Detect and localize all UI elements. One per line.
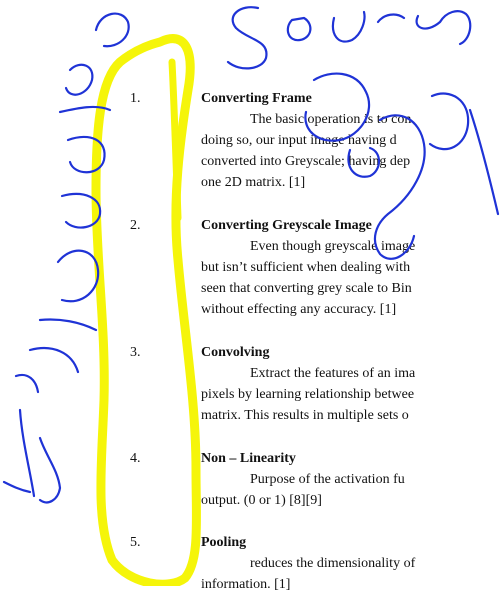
item-2-line-4: without effecting any accuracy. [1]	[201, 302, 397, 317]
item-3-line-1: Extract the features of an ima	[250, 366, 416, 381]
item-1-line-2: doing so, our input image having d	[201, 133, 397, 148]
list-number-3: 3.	[130, 345, 141, 360]
item-3-line-2: pixels by learning relationship betwee	[201, 387, 415, 402]
item-title-converting-greyscale: Converting Greyscale Image	[201, 218, 372, 233]
item-2-line-3: seen that converting grey scale to Bin	[201, 281, 412, 296]
item-5-line-1: reduces the dimensionality of	[250, 556, 416, 571]
item-4-line-1: Purpose of the activation fu	[250, 472, 405, 487]
item-title-pooling: Pooling	[201, 535, 247, 550]
item-3-line-3: matrix. This results in multiple sets o	[201, 408, 409, 423]
list-number-1: 1.	[130, 91, 141, 106]
list-number-4: 4.	[130, 451, 141, 466]
item-1-line-1: The basic operation is to con	[250, 112, 412, 127]
item-2-line-2: but isn’t sufficient when dealing with	[201, 260, 411, 275]
item-4-line-2: output. (0 or 1) [8][9]	[201, 493, 322, 508]
item-2-line-1: Even though greyscale image	[250, 239, 416, 254]
item-title-converting-frame: Converting Frame	[201, 91, 312, 106]
item-5-line-2: information. [1]	[201, 577, 291, 592]
item-title-convolving: Convolving	[201, 345, 270, 360]
item-1-line-3: converted into Greyscale; having dep	[201, 154, 411, 169]
list-number-2: 2.	[130, 218, 141, 233]
list-number-5: 5.	[130, 535, 141, 550]
item-1-line-4: one 2D matrix. [1]	[201, 175, 306, 190]
item-title-non-linearity: Non – Linearity	[201, 451, 296, 466]
